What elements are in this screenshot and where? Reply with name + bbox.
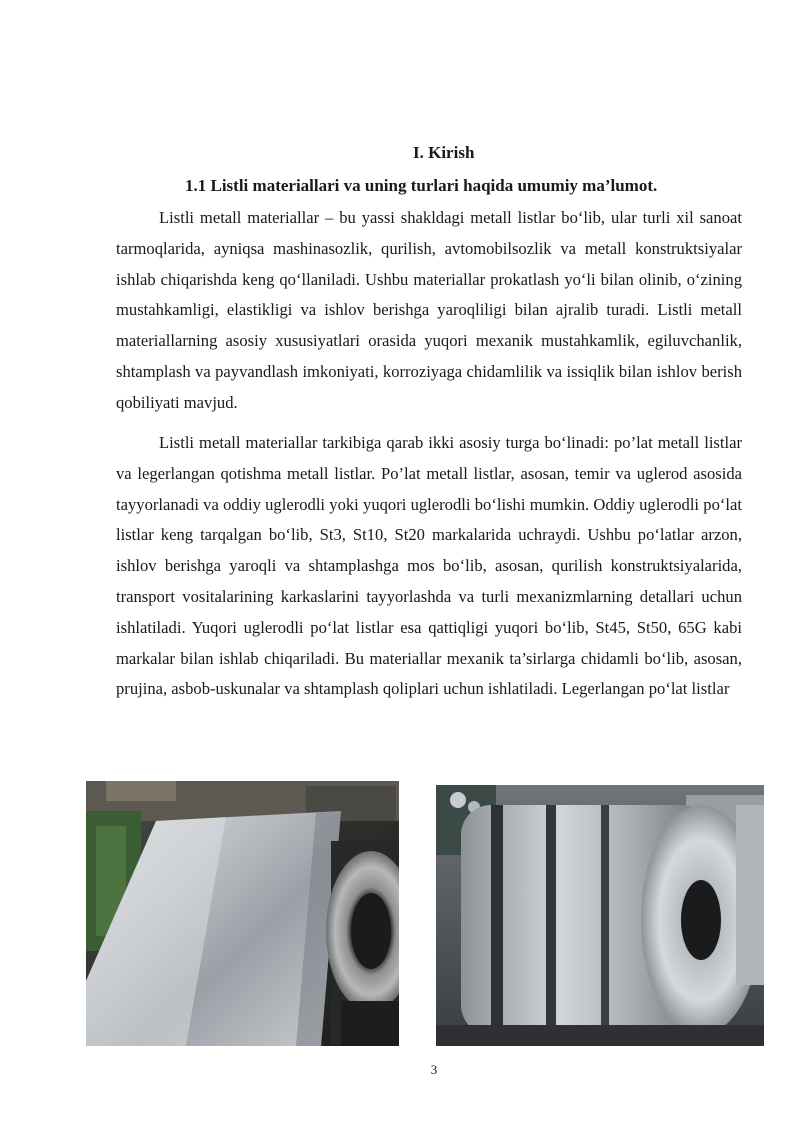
page-number: 3 [430, 1062, 438, 1077]
paragraph-2-block [116, 428, 742, 705]
steel-sheet-unrolling-photo [86, 781, 399, 1046]
chapter-heading: I. Kirish [413, 143, 475, 162]
paragraph-2: Listli metall materiallar tarkibiga qarab ikki asosiy turga bo‘linadi: po’lat metall listlar va legerlangan qotishma metall listlar. Po’lat metall listlar, asosan, temir va uglerod asosida tayyorlanadi va oddiy uglerodli yoki yuqori uglerodli bo‘lishi mumkin. Oddiy uglerodli po‘lat listlar keng tarqalgan bo‘lib, St3, St10, St20 markalarida uchraydi. Ushbu po‘latlar arzon, ishlov berishga yaroqli va shtamplashga mos bo‘lib, asosan, qurilish konstruktsiyalarida, transport vositalarining karkaslarini tayyorlashda va turli mexanizmlarning detallari uchun ishlatiladi. Yuqori uglerodli po‘lat listlar esa qattiqligi yuqori bo‘lib, St45, St50, 65G kabi markalar bilan ishlab chiqariladi. Bu materiallar mexanik ta’sirlarga chidamli bo‘lib, asosan, prujina, asbob-uskunalar va shtamplash qoliplari uchun ishlatiladi. Legerlangan po‘lat listlar [116, 433, 742, 699]
steel-coils-photo [436, 785, 764, 1046]
paragraph-1: Listli metall materiallar – bu yassi shakldagi metall listlar bo‘lib, ular turli xil sanoat tarmoqlarida, ayniqsa mashinasozlik, qurilish, avtomobilsozlik va metall konstruktsiyalar ishlab chiqarishda keng qo‘llaniladi. Ushbu materiallar prokatlash yo‘li bilan olinib, o‘zining mustahkamligi, elastikligi va ishlov berishga yaroqliligi bilan ajralib turadi. Listli metall materiallarning asosiy xususiyatlari orasida yuqori mexanik mustahkamlik, egiluvchanlik, shtamplash va payvandlash imkoniyati, korroziyaga chidamlilik va issiqlik bilan ishlov berish qobiliyati mavjud. [116, 208, 742, 412]
section-heading: 1.1 Listli materiallari va uning turlari haqida umumiy ma’lumot. [185, 176, 658, 195]
paragraph-1-block [116, 203, 742, 419]
